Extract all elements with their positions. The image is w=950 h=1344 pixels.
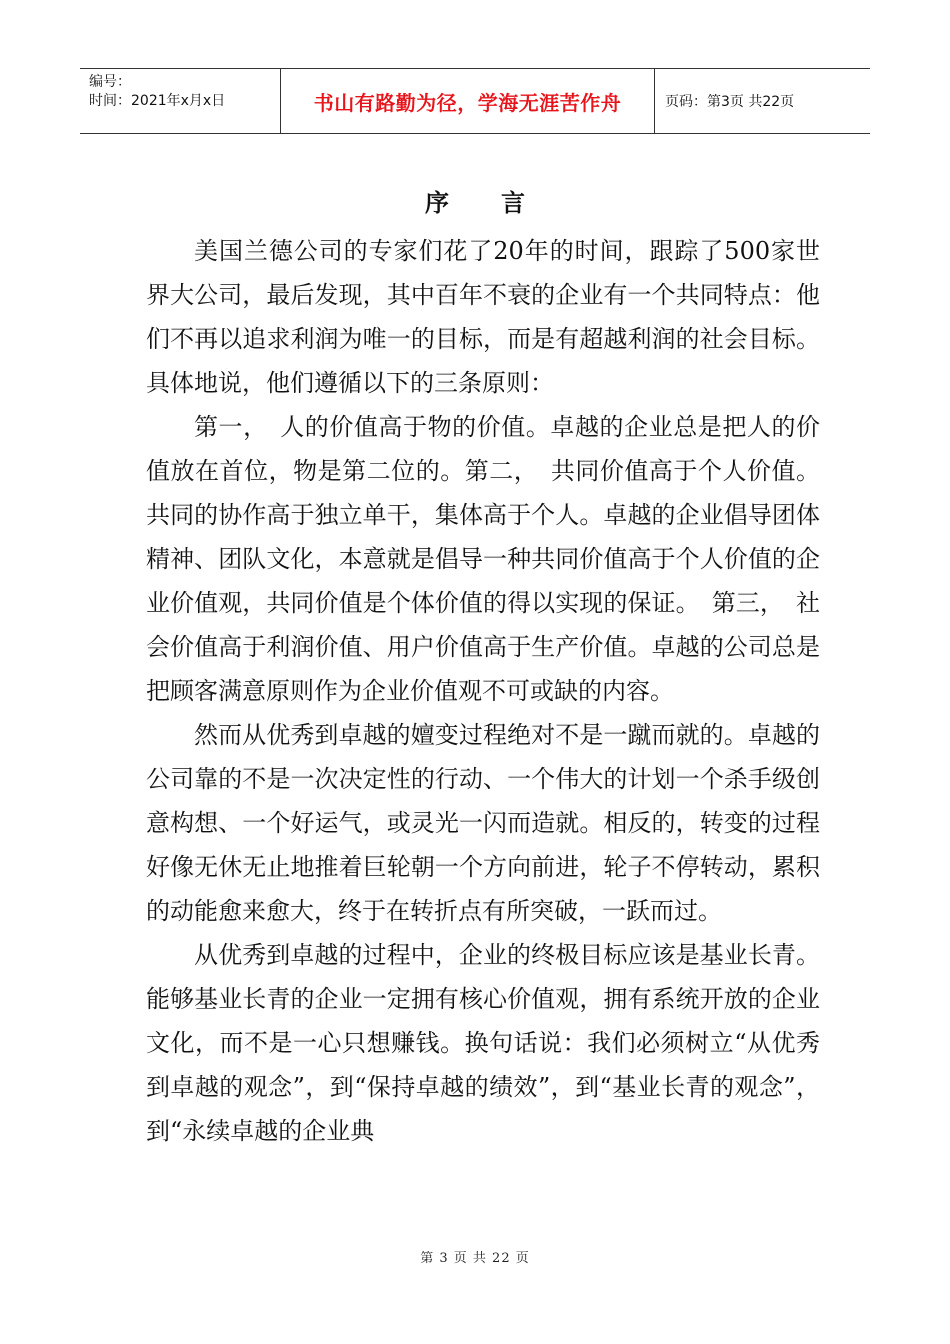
paragraph-4: 从优秀到卓越的过程中，企业的终极目标应该是基业长青。能够基业长青的企业一定拥有核心价值观，拥有系统开放的企业文化，而不是一心只想赚钱。换句话说：我们必须树立“从优秀到卓越的观念”，到“保持卓越的绩效”，到“基业长青的观念”，到“永续卓越的企业典 xyxy=(146,941,820,1145)
paragraph-1: 美国兰德公司的专家们花了20年的时间，跟踪了500家世界大公司，最后发现，其中百年不衰的企业有一个共同特点：他们不再以追求利润为唯一的目标，而是有超越利润的社会目标。具体地说，他们遵循以下的三条原则： xyxy=(146,237,820,397)
document-header xyxy=(80,68,870,134)
document-body xyxy=(146,229,820,1153)
paragraph-2: 第一， 人的价值高于物的价值。卓越的企业总是把人的价值放在首位，物是第二位的。第二， 共同价值高于个人价值。共同的协作高于独立单干，集体高于个人。卓越的企业倡导团体精神、团队文化，本意就是倡导一种共同价值高于个人价值的企业价值观，共同价值是个体价值的得以实现的保证。 第三， 社会价值高于利润价值、用户价值高于生产价值。卓越的公司总是把顾客满意原则作为企业价值观不可或缺的内容。 xyxy=(146,413,820,705)
header-page-code: 页码：第3页 共22页 xyxy=(665,94,795,110)
header-meta-cell xyxy=(80,69,281,133)
header-motto: 书山有路勤为径，学海无涯苦作舟 xyxy=(281,69,655,133)
page-title: 序言 xyxy=(425,188,577,217)
paragraph-3: 然而从优秀到卓越的嬗变过程绝对不是一蹴而就的。卓越的公司靠的不是一次决定性的行动、一个伟大的计划一个杀手级创意构想、一个好运气，或灵光一闪而造就。相反的，转变的过程好像无休无止地推着巨轮朝一个方向前进，轮子不停转动，累积的动能愈来愈大，终于在转折点有所突破，一跃而过。 xyxy=(146,721,820,925)
header-number-label: 编号： xyxy=(89,74,131,90)
header-time-label: 时间：2021年x月x日 xyxy=(89,93,226,109)
page-footer: 第 3 页 共 22 页 xyxy=(420,1251,530,1266)
